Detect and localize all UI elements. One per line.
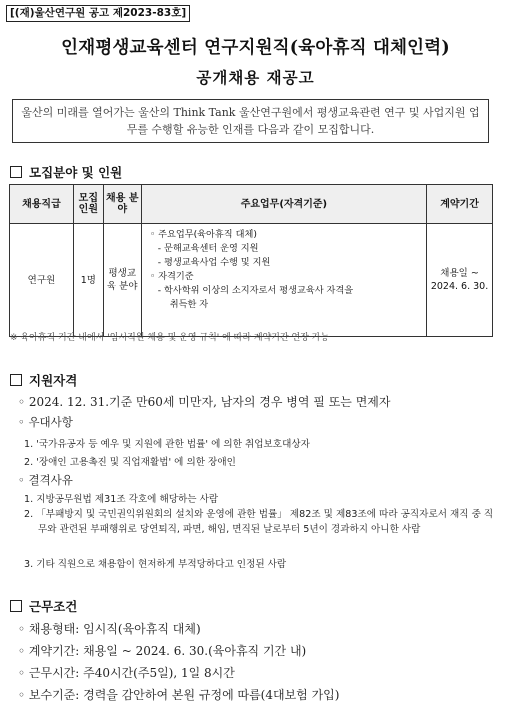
duty-line: ◦ 자격기준 <box>149 271 194 282</box>
work-item: ◦ 근무시간: 주40시간(주5일), 1일 8시간 <box>18 666 235 680</box>
cell-grade: 연구원 <box>10 224 74 337</box>
header-count: 모집 인원 <box>73 185 103 224</box>
duty-line: - 평생교육사업 수행 및 지원 <box>157 257 271 268</box>
intro-box <box>12 99 489 143</box>
recruit-table <box>9 184 493 337</box>
work-item: ◦ 보수기준: 경력을 감안하여 본원 규정에 따름(4대보험 가입) <box>18 688 340 702</box>
page-title: 인재평생교육센터 연구지원직(육아휴직 대체인력) <box>61 38 450 58</box>
intro-text: 울산의 미래를 열어가는 울산의 Think Tank 울산연구원에서 평생교육관련 연구 및 사업지원 업무를 수행할 유능한 인재를 다음과 같이 모집합니다. <box>21 106 480 136</box>
disq-item: 2. 「부패방지 및 국민권익위원회의 설치와 운영에 관한 법률」 제82조 및 제83조에 따라 공직자로서 재직 중 직무와 관련된 부패행위로 당연퇴직, 파면, 해임, 면직된 날로부터 5년이 경과하지 아니한 사람 <box>24 509 494 535</box>
checkbox-square-icon <box>10 600 22 612</box>
header-grade: 채용직급 <box>10 185 74 224</box>
section-work-title: 근무조건 <box>29 599 78 614</box>
duty-line: - 문해교육센터 운영 지원 <box>157 243 259 254</box>
cell-field: 평생교육 분야 <box>103 224 141 337</box>
section-qual-title: 지원자격 <box>29 373 78 388</box>
work-item: ◦ 계약기간: 채용일 ~ 2024. 6. 30.(육아휴직 기간 내) <box>18 644 307 658</box>
duty-line: - 학사학위 이상의 소지자로서 평생교육사 자격을 <box>157 285 354 296</box>
pref-item: 2. '장애인 고용촉진 및 직업재활법' 에 의한 장애인 <box>24 457 236 468</box>
section-qual-heading <box>10 371 77 389</box>
work-item: ◦ 채용형태: 임시직(육아휴직 대체) <box>18 622 201 636</box>
disq-item: 1. 지방공무원법 제31조 각호에 해당하는 사람 <box>24 494 219 505</box>
cell-contract <box>427 224 493 337</box>
checkbox-square-icon <box>10 166 22 178</box>
table-header-row <box>10 185 493 224</box>
contract-note: ※ 육아휴직 기간 내에서 '임시직원 채용 및 운영 규칙' 에 따라 계약기간 연장 가능 <box>10 333 330 343</box>
duty-line: ◦ 주요업무(육아휴직 대체) <box>149 229 257 240</box>
age-requirement: ◦ 2024. 12. 31.기준 만60세 미만자, 남자의 경우 병역 필 또는 면제자 <box>18 395 391 409</box>
table-row <box>10 224 493 337</box>
pref-item: 1. '국가유공자 등 예우 및 지원에 관한 법률' 에 의한 취업보호대상자 <box>24 439 310 450</box>
section-work-heading <box>10 597 77 615</box>
pref-title: ◦ 우대사항 <box>18 415 73 429</box>
header-contract: 계약기간 <box>427 185 493 224</box>
cell-duties <box>141 224 426 337</box>
disq-title: ◦ 결격사유 <box>18 473 73 487</box>
section-recruit-title: 모집분야 및 인원 <box>29 165 123 180</box>
header-duties: 주요업무(자격기준) <box>141 185 426 224</box>
duty-line: 취득한 자 <box>169 299 209 310</box>
notice-number-tag: [(재)울산연구원 공고 제2023-83호] <box>6 5 190 22</box>
section-recruit-heading <box>10 163 122 181</box>
page-subtitle: 공개채용 재공고 <box>196 68 315 87</box>
cell-count: 1명 <box>73 224 103 337</box>
header-field: 채용 분야 <box>103 185 141 224</box>
contract-line: 채용일 ~ <box>440 268 479 279</box>
disq-item: 3. 기타 직원으로 채용함이 현저하게 부적당하다고 인정된 사람 <box>24 559 287 570</box>
contract-line: 2024. 6. 30. <box>430 281 489 292</box>
checkbox-square-icon <box>10 374 22 386</box>
